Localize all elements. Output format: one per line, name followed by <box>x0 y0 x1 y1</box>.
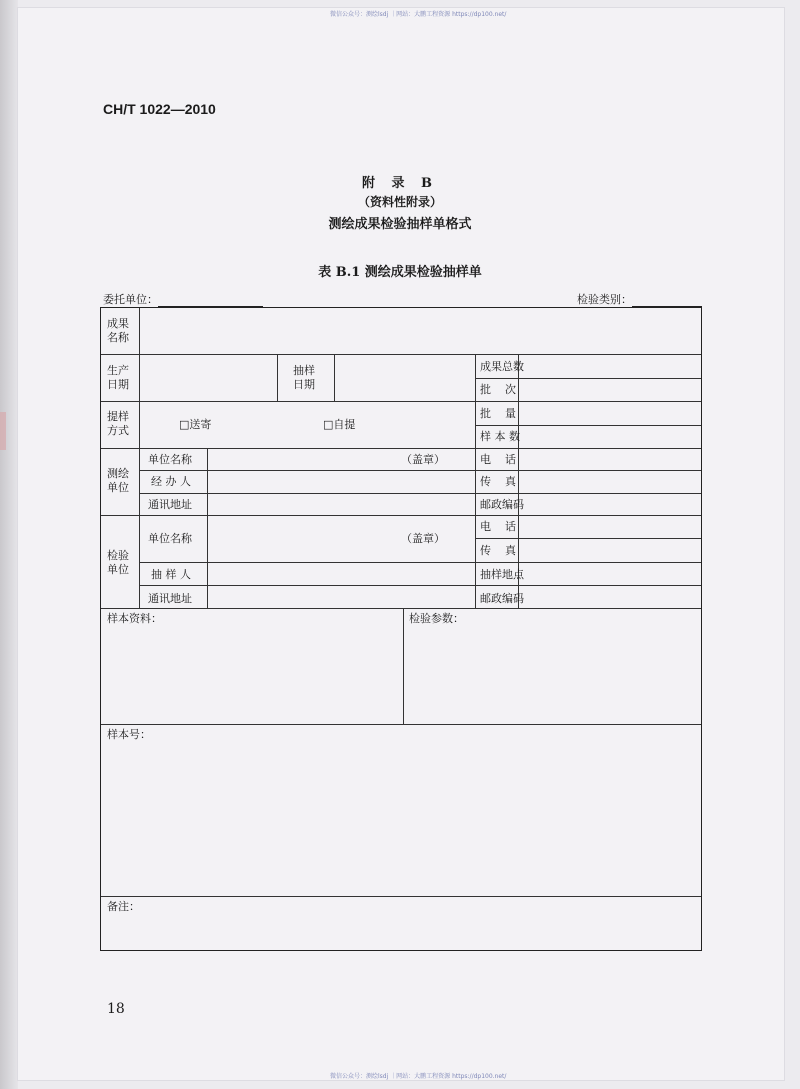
watermark-top: 微信公众号：测绘lsdj ｜网站：大鹏工程资源 https://dp100.net/ <box>330 11 507 18</box>
inspection-unit-label: 检验 单位 <box>107 549 129 576</box>
form-title: 测绘成果检验抽样单格式 <box>328 217 472 232</box>
surveying-fax-label: 传 真 <box>480 475 516 488</box>
col-line <box>139 308 140 608</box>
production-date-label: 生产 日期 <box>107 364 129 391</box>
inspection-address-label: 通讯地址 <box>148 592 192 605</box>
row-line <box>475 425 701 426</box>
sampler-label: 抽 样 人 <box>151 568 191 581</box>
col-line <box>475 354 476 608</box>
total-products-label: 成果总数 <box>480 360 524 373</box>
appendix-nature: （资料性附录） <box>357 195 442 209</box>
client-blank[interactable] <box>158 294 263 307</box>
remarks-label: 备注： <box>107 900 140 913</box>
row-line <box>475 538 701 539</box>
table-caption: 表 B.1 测绘成果检验抽样单 <box>318 265 482 280</box>
client-label: 委托单位： <box>103 293 158 306</box>
appendix-title: 附 录 B <box>361 176 439 191</box>
client-field <box>103 291 263 307</box>
stamp-mark <box>0 412 6 450</box>
row-line <box>101 401 701 402</box>
product-name-label: 成果 名称 <box>107 317 129 344</box>
inspection-type-blank[interactable] <box>632 294 702 307</box>
col-line <box>334 354 335 401</box>
inspection-type-field <box>577 291 702 307</box>
surveying-address-label: 通讯地址 <box>148 498 192 511</box>
row-line <box>139 562 701 563</box>
sampling-method-label: 提样 方式 <box>107 410 129 437</box>
row-line <box>101 896 701 897</box>
row-line <box>101 515 701 516</box>
row-line <box>139 585 701 586</box>
scan-edge-shadow <box>0 0 18 1089</box>
surveying-seal-label: （盖章） <box>401 453 445 466</box>
watermark-bottom: 微信公众号：测绘lsdj ｜网站：大鹏工程资源 https://dp100.net/ <box>330 1073 507 1080</box>
standard-code: CH/T 1022—2010 <box>103 101 216 117</box>
handler-label: 经 办 人 <box>151 475 191 488</box>
row-line <box>101 608 701 609</box>
sample-info-label: 样本资料： <box>107 612 162 625</box>
row-line <box>475 378 701 379</box>
option-send-checkbox[interactable]: □送寄 <box>179 418 212 431</box>
row-line <box>101 724 701 725</box>
option-self-checkbox[interactable]: □自提 <box>323 418 356 431</box>
sample-count-label: 样 本 数 <box>480 430 520 443</box>
inspection-phone-label: 电 话 <box>480 520 516 533</box>
sampling-place-label: 抽样地点 <box>480 568 524 581</box>
row-line <box>139 493 701 494</box>
col-line <box>207 448 208 608</box>
col-line <box>277 354 278 401</box>
page-number: 18 <box>107 1001 125 1017</box>
col-line <box>403 608 404 724</box>
surveying-phone-label: 电 话 <box>480 453 516 466</box>
row-line <box>101 448 701 449</box>
inspection-params-label: 检验参数： <box>409 612 464 625</box>
row-line <box>101 354 701 355</box>
inspection-fax-label: 传 真 <box>480 544 516 557</box>
inspection-postcode-label: 邮政编码 <box>480 592 524 605</box>
surveying-unit-name-label: 单位名称 <box>148 453 192 466</box>
inspection-unit-name-label: 单位名称 <box>148 532 192 545</box>
inspection-type-label: 检验类别： <box>577 293 632 306</box>
batch-size-label: 批 量 <box>480 407 516 420</box>
sampling-date-label: 抽样 日期 <box>293 364 315 391</box>
sample-no-label: 样本号： <box>107 728 151 741</box>
batch-no-label: 批 次 <box>480 383 516 396</box>
surveying-postcode-label: 邮政编码 <box>480 498 524 511</box>
row-line <box>139 470 701 471</box>
surveying-unit-label: 测绘 单位 <box>107 467 129 494</box>
inspection-seal-label: （盖章） <box>401 532 445 545</box>
sampling-form-table <box>100 307 702 951</box>
